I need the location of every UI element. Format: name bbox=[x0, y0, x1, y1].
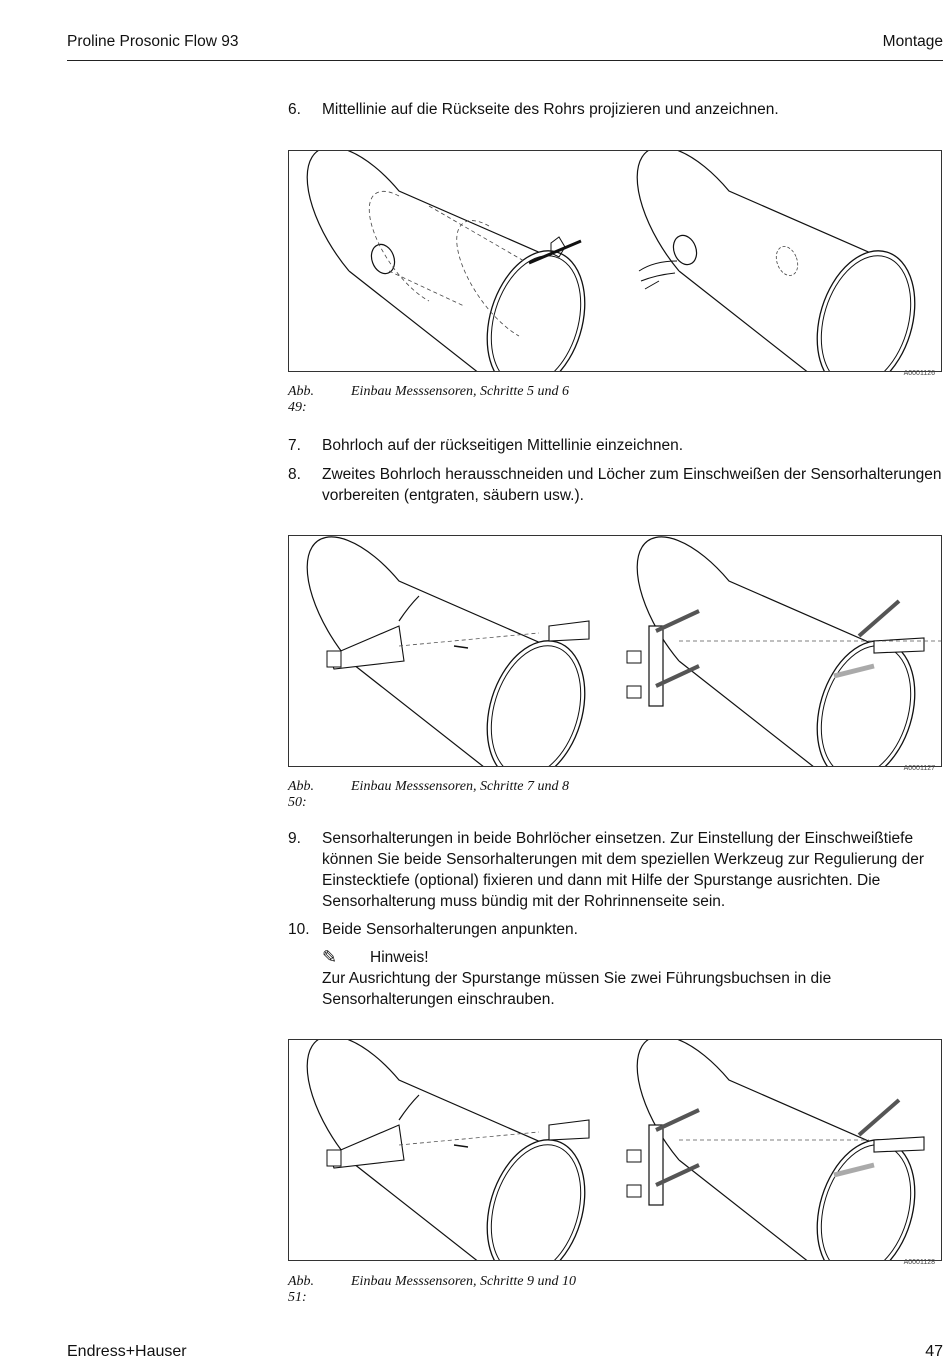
page-number: 47 bbox=[925, 1343, 943, 1360]
figure-caption-text: Einbau Messsensoren, Schritte 7 und 8 bbox=[351, 779, 570, 794]
step-10 bbox=[288, 919, 943, 941]
figure-id: A0001128 bbox=[903, 1259, 935, 1266]
step-number: 9. bbox=[288, 830, 301, 847]
step-text: Mittellinie auf die Rückseite des Rohrs projizieren und anzeichnen. bbox=[322, 101, 779, 118]
step-text: Bohrloch auf der rückseitigen Mittellinie einzeichnen. bbox=[322, 437, 684, 454]
step-text: Beide Sensorhalterungen anpunkten. bbox=[322, 921, 578, 938]
figure-id: A0001126 bbox=[903, 370, 935, 377]
figure-49-illustration bbox=[289, 151, 941, 371]
page-header bbox=[67, 30, 943, 61]
figure-label: Abb. 51: bbox=[288, 1274, 315, 1305]
step-number: 10. bbox=[288, 921, 310, 938]
step-6 bbox=[288, 99, 943, 121]
figure-caption-text: Einbau Messsensoren, Schritte 9 und 10 bbox=[351, 1274, 577, 1289]
figure-caption-text: Einbau Messsensoren, Schritte 5 und 6 bbox=[351, 384, 570, 399]
figure-label: Abb. 50: bbox=[288, 779, 315, 810]
figure-51 bbox=[288, 1039, 942, 1266]
document-title: Proline Prosonic Flow 93 bbox=[67, 33, 239, 50]
hint-box bbox=[322, 947, 942, 1011]
figure-49 bbox=[288, 150, 942, 377]
step-text: Sensorhalterungen in beide Bohrlöcher einsetzen. Zur Einstellung der Einschweißtiefe können Sie beide Sensorhalterungen mit dem speziellen Werkzeug zur Regulierung der Einstecktiefe (optional) fixieren und dann mit Hilfe der Spurstange ausrichten. Die Sensorhalterung muss bündig mit der Rohrinnenseite sein. bbox=[322, 830, 924, 910]
figure-id: A0001127 bbox=[903, 765, 935, 772]
figure-50-illustration bbox=[289, 536, 941, 766]
step-8 bbox=[288, 464, 943, 508]
figure-51-illustration bbox=[289, 1040, 941, 1260]
hint-text: Zur Ausrichtung der Spurstange müssen Sie zwei Führungsbuchsen in die Sensorhalterungen einschrauben. bbox=[322, 970, 832, 1008]
step-number: 8. bbox=[288, 466, 301, 483]
company-name: Endress+Hauser bbox=[67, 1343, 187, 1360]
figure-50 bbox=[288, 535, 942, 772]
pencil-icon: ✎ bbox=[322, 947, 338, 967]
step-number: 6. bbox=[288, 101, 301, 118]
section-title: Montage bbox=[882, 33, 943, 50]
step-7 bbox=[288, 435, 943, 457]
step-text: Zweites Bohrloch herausschneiden und Löcher zum Einschweißen der Sensorhalterungen vorbereiten (entgraten, säubern usw.). bbox=[322, 466, 942, 504]
step-9 bbox=[288, 828, 943, 912]
hint-title: Hinweis! bbox=[370, 949, 429, 966]
figure-label: Abb. 49: bbox=[288, 384, 315, 415]
step-number: 7. bbox=[288, 437, 301, 454]
